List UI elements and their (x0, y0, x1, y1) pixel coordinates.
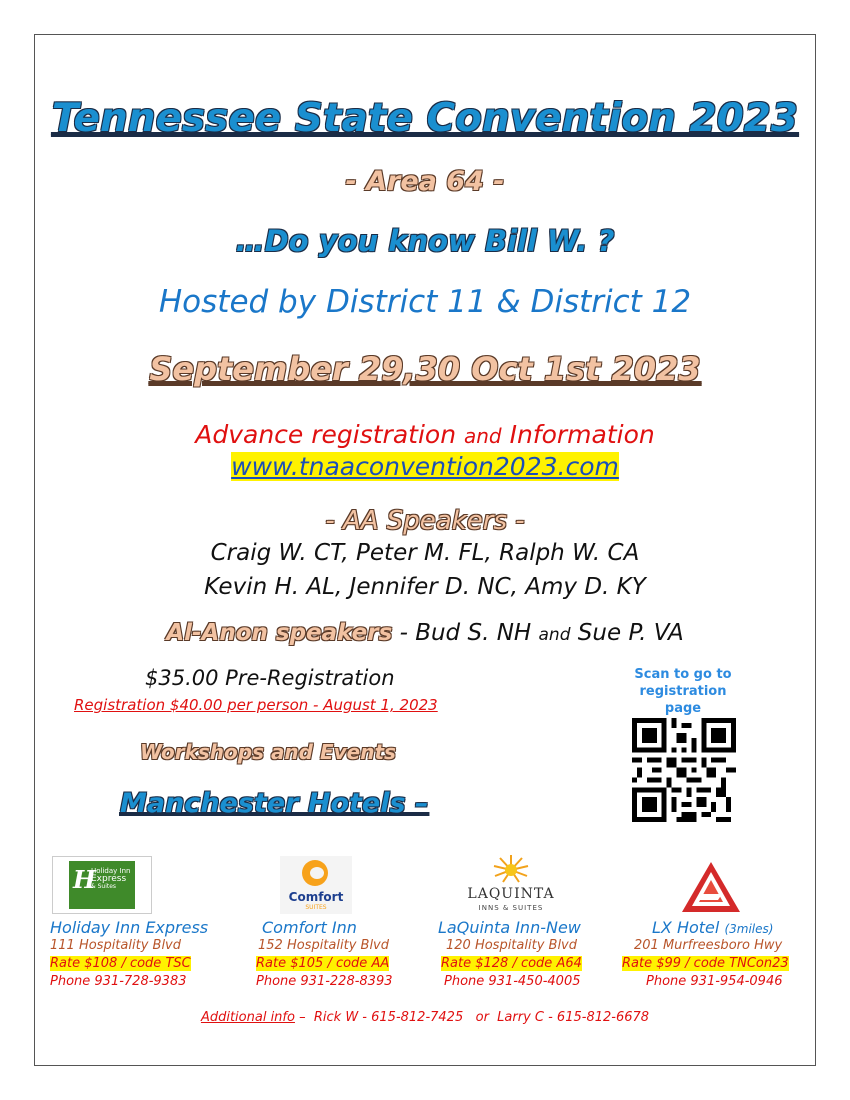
hotel-name-text: LX Hotel (652, 918, 720, 937)
laquinta-logo (450, 854, 572, 916)
pre-registration-price: $35.00 Pre-Registration (145, 666, 395, 690)
hotel-address: 120 Hospitality Blvd (446, 938, 577, 953)
registration-url (0, 452, 850, 481)
registration-price-note: Registration $40.00 per person - August 1, 2023 (74, 696, 438, 714)
logo-text: Comfort (288, 890, 344, 904)
logo-text: Holiday Inn (91, 867, 131, 875)
hotel-name: Comfort Inn (262, 918, 357, 937)
speakers-line-1: Craig W. CT, Peter M. FL, Ralph W. CA (210, 540, 640, 566)
information-label: Information (509, 420, 655, 449)
logo-text: Express (91, 874, 127, 884)
alanon-speakers (0, 620, 850, 646)
event-dates: September 29,30 Oct 1st 2023 (149, 350, 701, 388)
sun-icon (491, 854, 531, 886)
advance-label: Advance registration (195, 420, 457, 449)
hotel-name: LaQuinta Inn-New (438, 918, 581, 937)
qr-code[interactable] (632, 718, 736, 822)
logo-text: LAQUINTA (467, 886, 555, 902)
logo-text: SUITES (305, 904, 327, 911)
hotel-distance: (3miles) (724, 922, 774, 936)
additional-info-label: Additional info (200, 1010, 295, 1025)
hotel-rate: Rate $128 / code A64 (441, 956, 582, 971)
comfort-inn-logo (280, 856, 352, 914)
convention-title: Tennessee State Convention 2023 (51, 96, 799, 141)
aa-speakers-heading: - AA Speakers - (325, 506, 525, 536)
qr-caption: Scan to go to registration page (634, 667, 732, 716)
hotel-phone: Phone 931-728-9383 (50, 974, 187, 989)
advance-and: and (464, 424, 502, 448)
logo-text: INNS & SUITES (478, 904, 544, 912)
advance-registration (0, 420, 850, 449)
hotel-address: 111 Hospitality Blvd (50, 938, 181, 953)
hotel-phone: Phone 931-954-0946 (646, 974, 783, 989)
hotels-heading: Manchester Hotels – (120, 788, 429, 819)
speakers-line-2: Kevin H. AL, Jennifer D. NC, Amy D. KY (204, 574, 646, 600)
additional-info-contacts: – Rick W - 615-812-7425 or Larry C - 615-812-6678 (294, 1010, 650, 1025)
alanon-speaker-1: - Bud S. NH (392, 620, 539, 646)
workshops-heading: Workshops and Events (140, 740, 396, 764)
hotel-name (652, 918, 773, 937)
alanon-and: and (538, 625, 571, 645)
area-subtitle: - Area 64 - (345, 166, 505, 197)
alanon-speaker-2: Sue P. VA (570, 620, 684, 646)
hotel-rate: Rate $105 / code AA (256, 956, 390, 971)
hosted-by: Hosted by District 11 & District 12 (158, 284, 692, 320)
hotel-rate: Rate $108 / code TSC (50, 956, 191, 971)
additional-info (0, 1010, 850, 1025)
logo-text: & Suites (91, 883, 117, 890)
hotel-address: 152 Hospitality Blvd (258, 938, 389, 953)
alanon-label: Al-Anon speakers (166, 620, 393, 646)
hotel-phone: Phone 931-450-4005 (444, 974, 581, 989)
website-link[interactable]: www.tnaaconvention2023.com (231, 452, 619, 481)
hotel-rate: Rate $99 / code TNCon23 (622, 956, 789, 971)
lx-hotel-logo (678, 860, 744, 916)
tagline: …Do you know Bill W. ? (235, 224, 615, 258)
hotel-address: 201 Murfreesboro Hwy (634, 938, 783, 953)
holiday-inn-logo: H Holiday Inn Express & Suites (52, 856, 152, 914)
hotel-name: Holiday Inn Express (50, 918, 209, 937)
hotel-phone: Phone 931-228-8393 (256, 974, 393, 989)
